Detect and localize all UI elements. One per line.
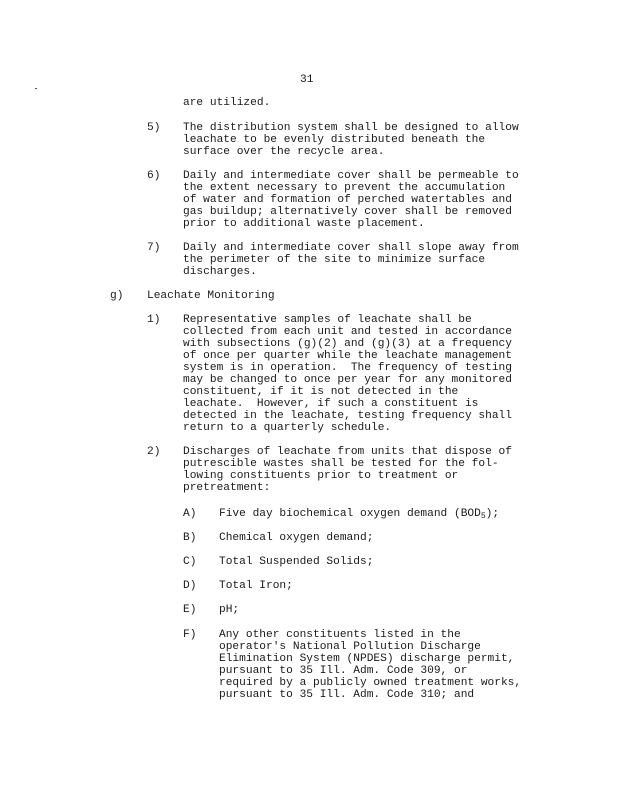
item-text-line: gas buildup; alternatively cover shall be removed bbox=[183, 206, 512, 218]
item-text-line: pretreatment: bbox=[183, 482, 271, 494]
item-number: 7) bbox=[147, 242, 161, 254]
item-text-line: leachate to be evenly distributed beneath the bbox=[183, 134, 486, 146]
sub-item-text: pH; bbox=[219, 604, 240, 616]
section-heading: Leachate Monitoring bbox=[147, 290, 275, 302]
subscript: 5 bbox=[480, 512, 486, 521]
item-text-line: return to a quarterly schedule. bbox=[183, 422, 392, 434]
item-number: 5) bbox=[147, 122, 161, 134]
sub-item-text: Total Iron; bbox=[219, 580, 293, 592]
sub-item-text-line: Elimination System (NPDES) discharge permit, bbox=[219, 653, 515, 665]
item-text-line: lowing constituents prior to treatment or bbox=[183, 470, 459, 482]
sub-item-text-line: pursuant to 35 Ill. Adm. Code 310; and bbox=[219, 689, 475, 701]
item-text-line: detected in the leachate, testing frequency shall bbox=[183, 410, 512, 422]
item-number: 2) bbox=[147, 446, 161, 458]
sub-item-number: C) bbox=[183, 556, 197, 568]
item-text-line: of once per quarter while the leachate management bbox=[183, 350, 512, 362]
item-text-line: system is in operation. The frequency of testing bbox=[183, 362, 512, 374]
item-text-line: the extent necessary to prevent the accumulation bbox=[183, 182, 506, 194]
item-text-line: collected from each unit and tested in accordance bbox=[183, 326, 512, 338]
sub-item-text-main: Five day biochemical oxygen demand (BOD bbox=[219, 508, 481, 520]
continuation-text: are utilized. bbox=[183, 97, 271, 109]
sub-item-number: D) bbox=[183, 580, 197, 592]
sub-item-text bbox=[219, 508, 499, 520]
item-number: 6) bbox=[147, 170, 161, 182]
item-text-line: constituent, if it is not detected in the bbox=[183, 386, 459, 398]
item-text-line: may be changed to once per year for any monitored bbox=[183, 374, 512, 386]
item-text-line: discharges. bbox=[183, 266, 257, 278]
item-text-line: Daily and intermediate cover shall slope away from bbox=[183, 242, 519, 254]
item-text-line: Representative samples of leachate shall be bbox=[183, 314, 472, 326]
sub-item-text-line: pursuant to 35 Ill. Adm. Code 309, or bbox=[219, 665, 468, 677]
item-text-line: prior to additional waste placement. bbox=[183, 218, 425, 230]
sub-item-text-line: required by a publicly owned treatment works, bbox=[219, 677, 522, 689]
sub-item-text-after: ); bbox=[485, 508, 500, 520]
sub-item-text-line: Any other constituents listed in the bbox=[219, 629, 461, 641]
item-text-line: of water and formation of perched watertables and bbox=[183, 194, 512, 206]
scan-mark bbox=[35, 88, 37, 89]
section-label: g) bbox=[110, 290, 124, 302]
sub-item-text: Total Suspended Solids; bbox=[219, 556, 374, 568]
sub-item-number: A) bbox=[183, 508, 197, 520]
item-text-line: with subsections (g)(2) and (g)(3) at a frequency bbox=[183, 338, 512, 350]
sub-item-text: Chemical oxygen demand; bbox=[219, 532, 374, 544]
item-number: 1) bbox=[147, 314, 161, 326]
item-text-line: Daily and intermediate cover shall be permeable to bbox=[183, 170, 519, 182]
sub-item-number: E) bbox=[183, 604, 197, 616]
page-number: 31 bbox=[300, 74, 314, 86]
sub-item-number: B) bbox=[183, 532, 197, 544]
item-text-line: putrescible wastes shall be tested for the fol- bbox=[183, 458, 499, 470]
item-text-line: the perimeter of the site to minimize surface bbox=[183, 254, 486, 266]
item-text-line: The distribution system shall be designed to allow bbox=[183, 122, 519, 134]
item-text-line: leachate. However, if such a constituent is bbox=[183, 398, 479, 410]
sub-item-number: F) bbox=[183, 629, 197, 641]
item-text-line: Discharges of leachate from units that dispose of bbox=[183, 446, 512, 458]
sub-item-text-line: operator's National Pollution Discharge bbox=[219, 641, 481, 653]
item-text-line: surface over the recycle area. bbox=[183, 146, 385, 158]
